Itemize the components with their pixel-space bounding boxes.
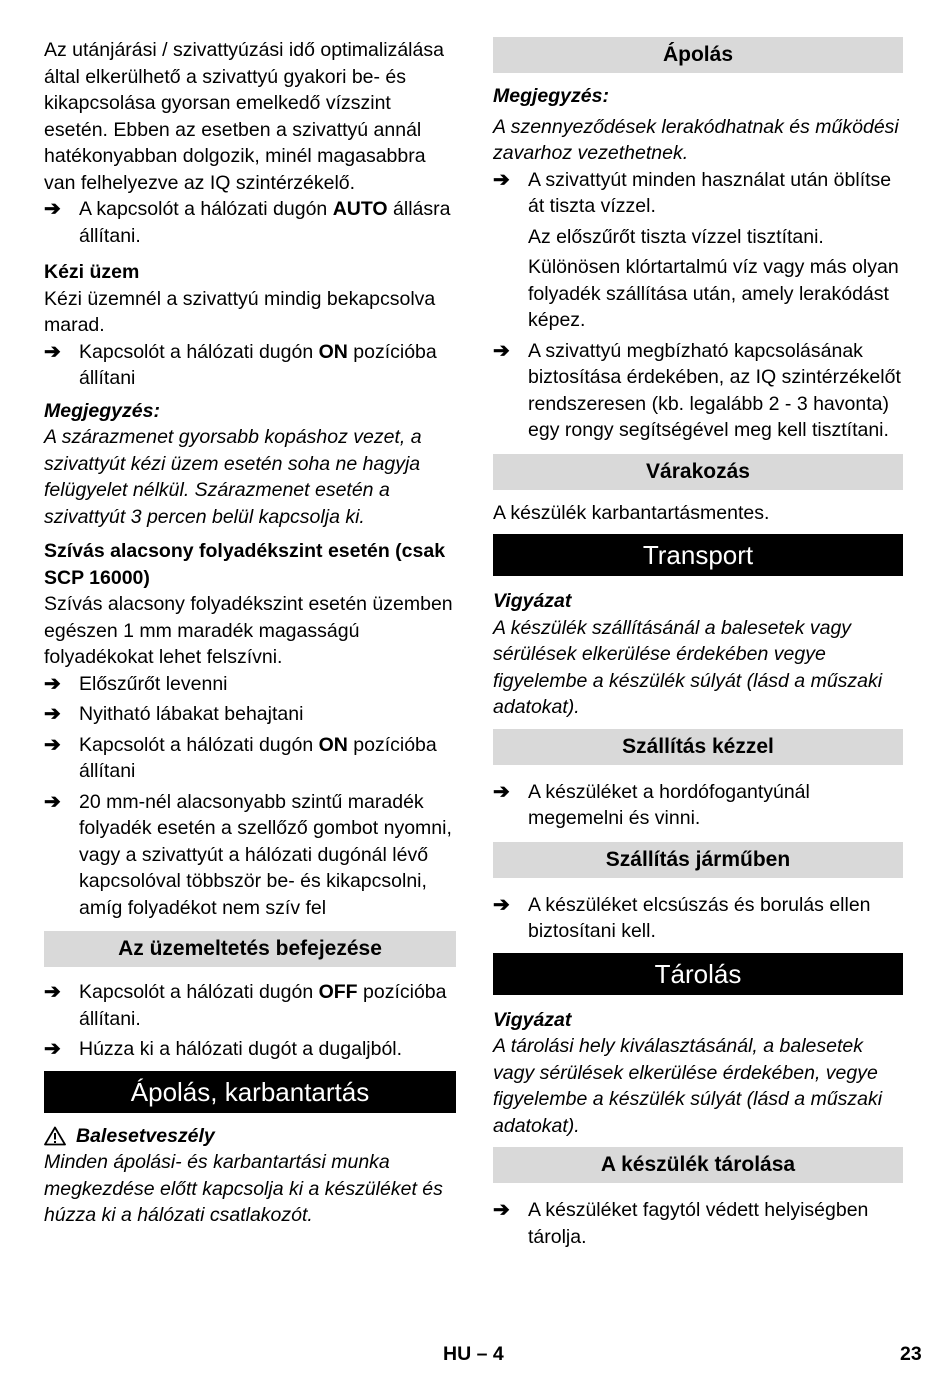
arrow-right-icon: ➔ [493, 1199, 510, 1221]
section-heading-care: Ápolás [493, 37, 903, 73]
suction-heading: Szívás alacsony folyadékszint esetén (csak SCP 16000) [44, 540, 446, 589]
device-storage-bullet: ➔ A készüléket fagytól védett helyiségben tárolja. [493, 1199, 869, 1248]
manual-text: Kézi üzemnél a szivattyú mindig bekapcsolva marad. [44, 287, 436, 336]
care-bullet-1-continuation-1: Az előszűrőt tiszta vízzel tisztítani. [528, 225, 824, 248]
storage-caution-label: Vigyázat [493, 1008, 572, 1031]
chapter-heading-storage: Tárolás [493, 953, 903, 995]
note-text: A szennyeződések lerakódhatnak és működési zavarhoz vezethetnek. [493, 115, 899, 164]
end-bullet-1: ➔ Kapcsolót a hálózati dugón OFF pozícióba állítani. [44, 981, 447, 1030]
arrow-right-icon: ➔ [493, 780, 510, 803]
note-label: Megjegyzés: [44, 399, 160, 422]
vehicle-transport-bullet: ➔ A készüléket elcsúszás és borulás ellen biztosítani kell. [493, 893, 871, 942]
arrow-right-icon: ➔ [44, 1038, 61, 1060]
arrow-right-icon: ➔ [44, 981, 61, 1003]
care-bullet-1: ➔ A szivattyút minden használat után öblítse át tiszta vízzel. [493, 168, 892, 217]
suction-text: Szívás alacsony folyadékszint esetén üzemben egészen 1 mm maradék magasságú folyadékokat lehet felszívni. [44, 593, 453, 668]
note-label: Megjegyzés: [493, 85, 609, 107]
manual-bullet: ➔ Kapcsolót a hálózati dugón ON pozícióba állítani [44, 340, 437, 389]
warning-triangle-icon [44, 1126, 66, 1146]
suction-bullet-3: ➔ Kapcsolót a hálózati dugón ON pozícióba állítani [44, 733, 437, 782]
arrow-right-icon: ➔ [493, 893, 510, 916]
storage-text: A tárolási hely kiválasztásánál, a balesetek vagy sérülések elkerülése érdekében, vegye figyelembe a készülék súlyát (lásd a műszaki adatokat). [493, 1035, 883, 1137]
suction-bullet-2: ➔ Nyitható lábakat behajtani [44, 701, 456, 728]
end-bullet-2: ➔ Húzza ki a hálózati dugót a dugaljból. [44, 1036, 456, 1063]
waiting-text: A készülék karbantartásmentes. [493, 501, 770, 524]
arrow-right-icon: ➔ [44, 790, 61, 813]
danger-line [44, 1123, 456, 1150]
caution-label: Vigyázat [493, 590, 572, 612]
note-text: A szárazmenet gyorsabb kopáshoz vezet, a szivattyút kézi üzem esetén soha ne hagyja felügyelet nélkül. Szárazmenet esetén a szivattyút 3 percen belül kapcsolja ki. [44, 426, 422, 528]
footer-page-number: 23 [900, 1343, 922, 1365]
right-column [493, 37, 903, 1250]
arrow-right-icon: ➔ [44, 340, 61, 363]
chapter-heading-transport: Transport [493, 534, 903, 576]
arrow-right-icon: ➔ [493, 168, 510, 191]
intro-paragraph: Az utánjárási / szivattyúzási idő optimalizálása által elkerülhető a szivattyú gyakori be- és kikapcsolása gyorsan emelkedő vízszint esetén. Ebben az esetben a szivattyú annál hatékonyabban dolgozik, minél magasabbra van felhelyezve az IQ szintérzékelő. [44, 39, 444, 194]
care-bullet-1-continuation-2: Különösen klórtartalmú víz vagy más olyan folyadék szállítása után, amely lerakódást képez. [528, 256, 899, 331]
care-bullet-2: ➔ A szivattyú megbízható kapcsolásának biztosítása érdekében, az IQ szintérzékelőt rendszeresen (kb. legalább 2 - 3 havonta) egy rongy segítségével meg kell tisztítani. [493, 339, 901, 441]
left-column [44, 37, 456, 1229]
manual-heading: Kézi üzem [44, 261, 140, 283]
suction-bullet-1: ➔ Előszűrőt levenni [44, 671, 456, 698]
chapter-heading-care: Ápolás, karbantartás [44, 1071, 456, 1113]
section-heading-vehicle-transport: Szállítás járműben [493, 842, 903, 878]
arrow-right-icon: ➔ [493, 339, 510, 362]
suction-bullet-4: ➔ 20 mm-nél alacsonyabb szintű maradék folyadék esetén a szellőző gombot nyomni, vagy a szivattyút a hálózati dugónál lévő kapcsolóval többször be- és kikapcsolni, amíg folyadékot nem szív fel [44, 790, 452, 919]
arrow-right-icon: ➔ [44, 733, 61, 756]
transport-text: A készülék szállításánál a balesetek vagy sérülések elkerülése érdekében vegye figyelembe a készülék súlyát (lásd a műszaki adatokat). [493, 616, 883, 718]
section-heading-hand-transport: Szállítás kézzel [493, 729, 903, 765]
footer-language-page: HU – 4 [443, 1343, 504, 1365]
arrow-right-icon: ➔ [44, 198, 61, 220]
intro-bullet: ➔ A kapcsolót a hálózati dugón AUTO állásra állítani. [44, 198, 451, 247]
section-heading-end-of-operation: Az üzemeltetés befejezése [44, 931, 456, 967]
arrow-right-icon: ➔ [44, 703, 61, 725]
arrow-right-icon: ➔ [44, 672, 61, 695]
section-heading-device-storage: A készülék tárolása [493, 1147, 903, 1183]
section-heading-waiting: Várakozás [493, 454, 903, 490]
danger-label: Balesetveszély [76, 1124, 215, 1147]
hand-transport-bullet: ➔ A készüléket a hordófogantyúnál megemelni és vinni. [493, 780, 810, 829]
danger-text: Minden ápolási- és karbantartási munka megkezdése előtt kapcsolja ki a készüléket és húzza ki a hálózati csatlakozót. [44, 1151, 443, 1226]
